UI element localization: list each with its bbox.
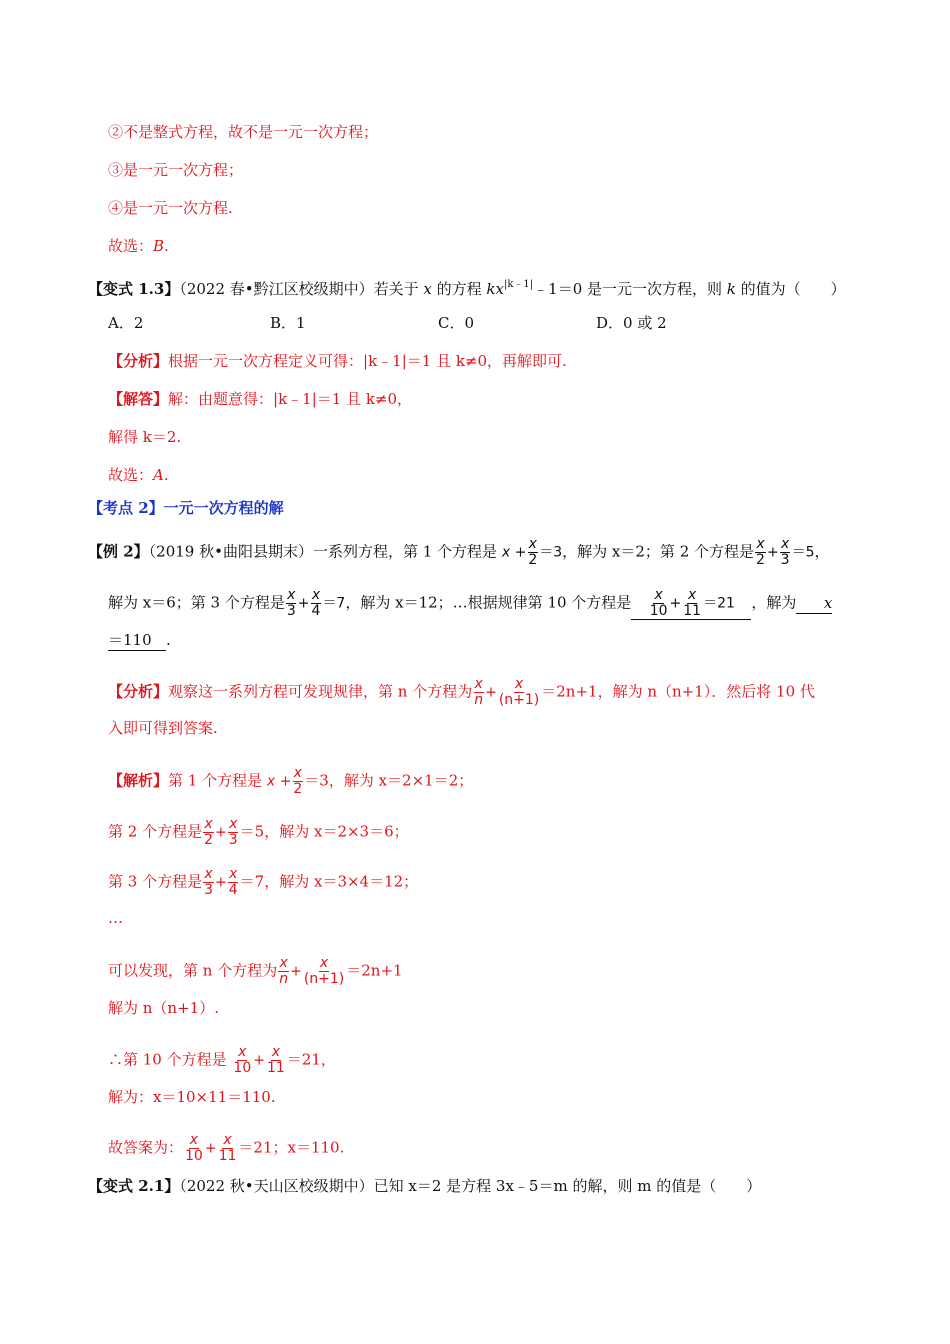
example-2-line-3: ＝110 . xyxy=(108,631,171,649)
answer-blank-2a[interactable]: x xyxy=(796,593,832,614)
example-2-line-1: 【例 2】（2019 秋•曲阳县期末）一系列方程，第 1 个方程是 x + $\frac{x}{2}$ ＝3，解为 x＝2；第 2 个方程是 $\frac{x}{2}$ + $\frac{x}{3}$ ＝5， xyxy=(88,536,830,568)
solve-1-3: 解得 k＝2. xyxy=(108,428,182,446)
answer-blank-2b[interactable]: ＝110 xyxy=(108,630,166,651)
question-2-1: 【变式 2.1】（2022 秋•天山区校级期中）已知 x＝2 是方程 3x﹣5＝m 的解，则 m 的值是（ ） xyxy=(88,1177,762,1195)
example-2-solve-8: 故答案为： $\frac{x}{10}$ + $\frac{x}{11}$ ＝21；x＝110. xyxy=(108,1132,345,1164)
option-a[interactable]: A．2 xyxy=(108,314,144,332)
option-d[interactable]: D．0 或 2 xyxy=(596,314,667,332)
example-2-solve-1: 【解析】第 1 个方程是 x + $\frac{x}{2}$ ＝3，解为 x＝2×1＝2； xyxy=(108,765,474,797)
topic-2-heading: 【考点 2】一元一次方程的解 xyxy=(88,499,284,517)
example-2-solve-3: 第 3 个方程是 $\frac{x}{3}$ + $\frac{x}{4}$ ＝7，解为 x＝3×4＝12； xyxy=(108,866,419,898)
question-source: （2022 春•黔江区校级期中） xyxy=(179,280,374,298)
example-2-line-2: 解为 x＝6；第 3 个方程是 $\frac{x}{3}$ + $\frac{x}{4}$ ＝7，解为 x＝12；…根据规律第 10 个方程是 $\frac{x}{10}$ + $\frac{x}{11}$ ＝21 ，解为 x xyxy=(108,587,833,619)
question-1-3: 【变式 1.3】（2022 春•黔江区校级期中）若关于 x 的方程 $kx^{|k﹣1|}﹣1=0$ 是一元一次方程，则 k 的值为（ ） xyxy=(88,279,846,298)
example-2-solve-2: 第 2 个方程是 $\frac{x}{2}$ + $\frac{x}{3}$ ＝5，解为 x＝2×3＝6； xyxy=(108,816,409,848)
prev-solution-line-3: ③是一元一次方程； xyxy=(108,161,244,179)
prev-solution-line-2: ②不是整式方程，故不是一元一次方程； xyxy=(108,123,379,141)
example-2-analysis-cont: 入即可得到答案. xyxy=(108,719,218,737)
option-c[interactable]: C．0 xyxy=(438,314,475,332)
example-2-solve-4: 可以发现，第 n 个方程为 $\frac{x}{n}$ + $\frac{x}{(n+1)}$ ＝2n+1 xyxy=(108,955,403,987)
option-b[interactable]: B．1 xyxy=(270,314,306,332)
example-2-solve-6: ∴第 10 个方程是 $\frac{x}{10}$ + $\frac{x}{11}$ ＝21， xyxy=(108,1044,336,1076)
answer-blank-1[interactable]: $\frac{x}{10}$ + $\frac{x}{11}$ ＝21 xyxy=(631,588,751,620)
prev-solution-answer: 故选：B. xyxy=(108,237,169,255)
example-2-analysis: 【分析】观察这一系列方程可发现规律，第 n 个方程为 $\frac{x}{n}$ + $\frac{x}{(n+1)}$ ＝2n+1，解为 n（n+1）．然后将 10 代 xyxy=(108,676,815,708)
example-2-solve-7: 解为：x＝10×11＝110. xyxy=(108,1088,276,1106)
choose-1-3: 故选：A. xyxy=(108,466,169,484)
analysis-1-3: 【分析】根据一元一次方程定义可得：|k﹣1|＝1 且 k≠0，再解即可. xyxy=(108,352,567,370)
answer-1-3: 【解答】解：由题意得：|k﹣1|＝1 且 k≠0， xyxy=(108,390,413,408)
example-2-dots: … xyxy=(108,909,123,927)
question-tag: 【变式 1.3】 xyxy=(88,280,180,298)
prev-solution-line-4: ④是一元一次方程. xyxy=(108,199,233,217)
example-2-solve-5: 解为 n（n+1）. xyxy=(108,999,219,1017)
